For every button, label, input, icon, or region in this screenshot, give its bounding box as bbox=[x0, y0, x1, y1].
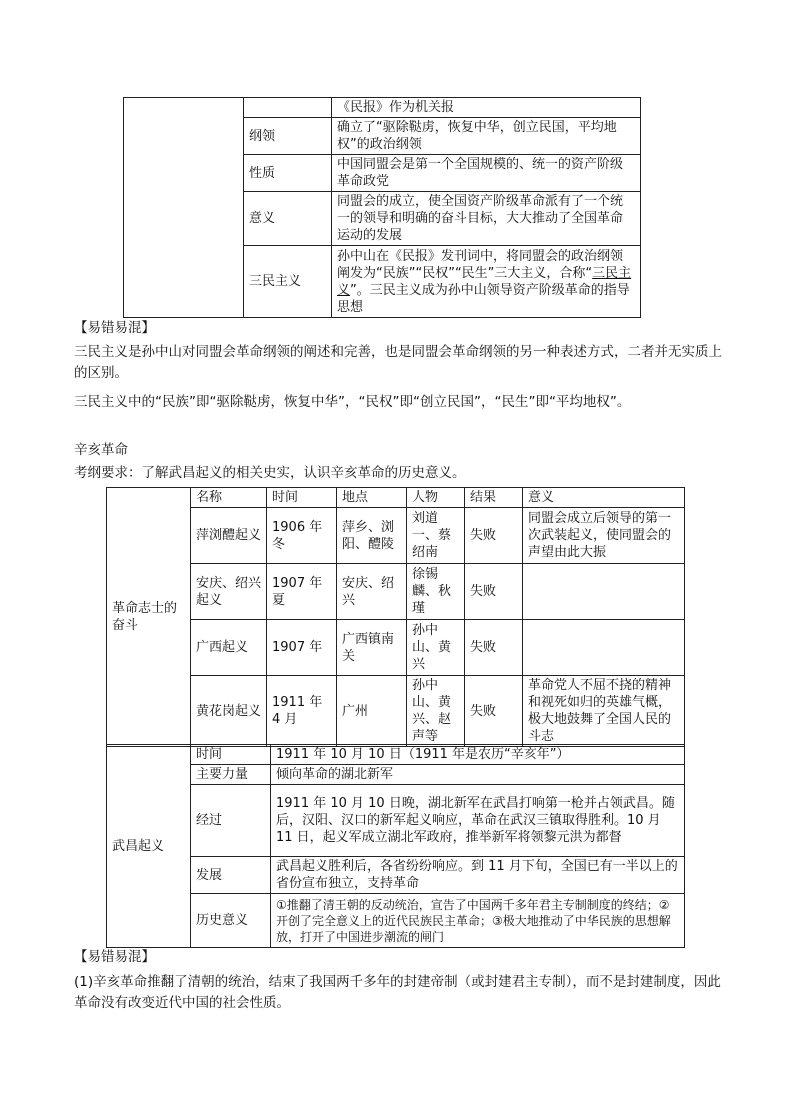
note-paragraph: 三民主义中的“民族”即“驱除鞑虏，恢复中华”，“民权”即“创立民国”，“民生”即“平均地权”。 bbox=[74, 394, 631, 410]
table-row bbox=[124, 98, 641, 118]
uprising-result: 失败 bbox=[465, 620, 523, 676]
uprising-time: 1907 年夏 bbox=[267, 564, 337, 620]
table-cell: 倾向革命的湖北新军 bbox=[271, 765, 685, 785]
note-heading: 【易错易混】 bbox=[74, 949, 155, 965]
uprising-people: 刘道一、蔡绍南 bbox=[407, 508, 465, 564]
uprising-meaning: 革命党人不屈不挠的精神和视死如归的英雄气概，极大地鼓舞了全国人民的斗志 bbox=[523, 676, 685, 747]
empty-label-cell bbox=[244, 98, 332, 118]
table-cell: 武昌起义胜利后，各省纷纷响应。到 11 月下旬，全国已有一半以上的省份宣布独立，支持革命 bbox=[271, 857, 685, 894]
table-header-row bbox=[107, 488, 685, 508]
uprising-result: 失败 bbox=[465, 676, 523, 747]
uprising-meaning: 同盟会成立后领导的第一次武装起义，使同盟会的声望由此大振 bbox=[523, 508, 685, 564]
row-label: 历史意义 bbox=[191, 894, 271, 948]
uprising-place: 萍乡、浏阳、醴陵 bbox=[337, 508, 407, 564]
table-row bbox=[107, 765, 685, 785]
uprising-people: 徐锡麟、秋瑾 bbox=[407, 564, 465, 620]
group-label: 革命志士的奋斗 bbox=[107, 488, 191, 747]
table-cell: 同盟会的成立，使全国资产阶级革命派有了一个统一的领导和明确的奋斗目标，大大推动了全国革命运动的发展 bbox=[332, 192, 641, 246]
tongmenghui-table bbox=[123, 97, 641, 318]
table-row bbox=[107, 745, 685, 765]
uprising-place: 广州 bbox=[337, 676, 407, 747]
table-cell: 1911 年 10 月 10 日（1911 年是农历“辛亥年”） bbox=[271, 745, 685, 765]
uprising-time: 1911 年 4 月 bbox=[267, 676, 337, 747]
empty-group-cell bbox=[124, 98, 244, 318]
table-cell bbox=[332, 246, 641, 318]
uprising-result: 失败 bbox=[465, 508, 523, 564]
uprising-people: 孙中山、黄兴、赵声等 bbox=[407, 676, 465, 747]
row-label: 经过 bbox=[191, 785, 271, 857]
syllabus-requirement: 考纲要求：了解武昌起义的相关史实，认识辛亥革命的历史意义。 bbox=[74, 465, 466, 481]
note-heading: 【易错易混】 bbox=[74, 320, 155, 336]
text-span: ”。三民主义成为孙中山领导资产阶级革命的指导思想 bbox=[337, 282, 630, 315]
table-cell: ①推翻了清王朝的反动统治，宣告了中国两千多年君主专制制度的终结；②开创了完全意义上的近代民族民主革命；③极大地推动了中华民族的思想解放，打开了中国进步潮流的闸门 bbox=[271, 894, 685, 948]
uprising-name: 广西起义 bbox=[191, 620, 267, 676]
table-cell: 中国同盟会是第一个全国规模的、统一的资产阶级革命政党 bbox=[332, 155, 641, 192]
uprising-time: 1907 年 bbox=[267, 620, 337, 676]
column-header: 地点 bbox=[337, 488, 407, 508]
struggle-table bbox=[106, 487, 685, 747]
row-label: 意义 bbox=[244, 192, 332, 246]
uprising-meaning bbox=[523, 620, 685, 676]
table-row bbox=[107, 508, 685, 564]
row-label: 纲领 bbox=[244, 118, 332, 155]
table-cell: 1911 年 10 月 10 日晚，湖北新军在武昌打响第一枪并占领武昌。随后，汉阳、汉口的新军起义响应，革命在武汉三镇取得胜利。10 月 11 日，起义军成立湖北军政府，推举新军将领黎元洪为都督 bbox=[271, 785, 685, 857]
row-label: 时间 bbox=[191, 745, 271, 765]
column-header: 意义 bbox=[523, 488, 685, 508]
column-header: 人物 bbox=[407, 488, 465, 508]
column-header: 名称 bbox=[191, 488, 267, 508]
table-row bbox=[107, 894, 685, 948]
row-label: 性质 bbox=[244, 155, 332, 192]
column-header: 结果 bbox=[465, 488, 523, 508]
underlined-term: 三民主义 bbox=[337, 265, 632, 298]
uprising-name: 萍浏醴起义 bbox=[191, 508, 267, 564]
table-row bbox=[107, 620, 685, 676]
table-row bbox=[107, 676, 685, 747]
table-row bbox=[107, 564, 685, 620]
row-label: 主要力量 bbox=[191, 765, 271, 785]
row-label: 三民主义 bbox=[244, 246, 332, 318]
uprising-meaning bbox=[523, 564, 685, 620]
column-header: 时间 bbox=[267, 488, 337, 508]
uprising-name: 黄花岗起义 bbox=[191, 676, 267, 747]
uprising-result: 失败 bbox=[465, 564, 523, 620]
uprising-place: 广西镇南关 bbox=[337, 620, 407, 676]
row-label: 发展 bbox=[191, 857, 271, 894]
uprising-time: 1906 年冬 bbox=[267, 508, 337, 564]
uprising-place: 安庆、绍兴 bbox=[337, 564, 407, 620]
table-cell: 《民报》作为机关报 bbox=[332, 98, 641, 118]
uprising-people: 孙中山、黄兴 bbox=[407, 620, 465, 676]
table-row bbox=[107, 857, 685, 894]
table-row bbox=[107, 785, 685, 857]
group-label: 武昌起义 bbox=[107, 745, 191, 948]
uprising-name: 安庆、绍兴起义 bbox=[191, 564, 267, 620]
table-cell: 确立了“驱除鞑虏，恢复中华，创立民国，平均地权”的政治纲领 bbox=[332, 118, 641, 155]
wuchang-table bbox=[106, 744, 685, 948]
note-paragraph: (1)辛亥革命推翻了清朝的统治，结束了我国两千多年的封建帝制（或封建君主专制），而不是封建制度，因此革命没有改变近代中国的社会性质。 bbox=[74, 974, 721, 1011]
text-span: 孙中山在《民报》发刊词中，将同盟会的政治纲领阐发为“民族”“民权”“民生”三大主义，合称“ bbox=[337, 248, 624, 281]
note-paragraph: 三民主义是孙中山对同盟会革命纲领的阐述和完善，也是同盟会革命纲领的另一种表述方式，二者并无实质上的区别。 bbox=[74, 344, 722, 381]
section-title: 辛亥革命 bbox=[74, 442, 128, 458]
